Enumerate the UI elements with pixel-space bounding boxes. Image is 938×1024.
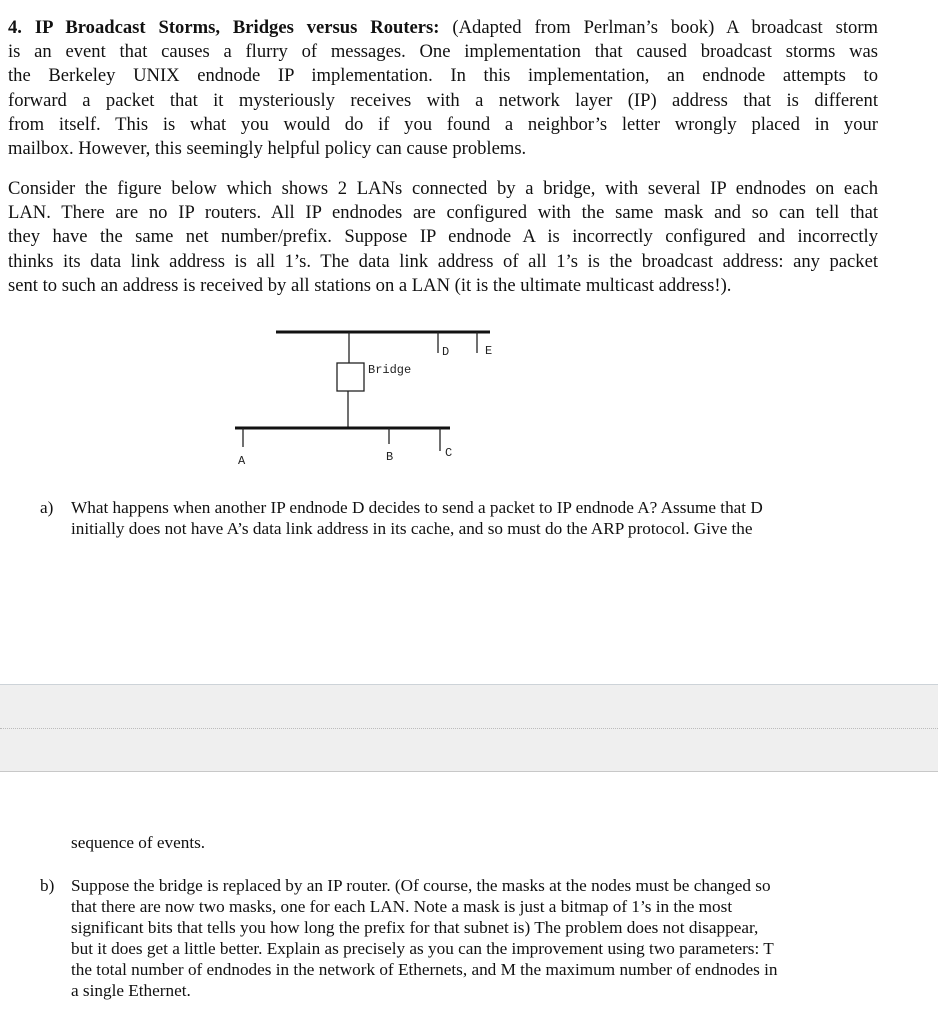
paragraph-line: LAN. There are no IP routers. All IP endnodes are configured with the same mask and so can tell that bbox=[8, 202, 878, 224]
network-diagram bbox=[220, 320, 540, 470]
node-c-label: C bbox=[445, 446, 453, 460]
paragraph-line: thinks its data link address is all 1’s. The data link address of all 1’s is the broadcast address: any packet bbox=[8, 250, 878, 272]
node-b-label: B bbox=[386, 450, 394, 464]
node-e-label: E bbox=[485, 344, 493, 358]
problem-setup-paragraph bbox=[8, 177, 878, 298]
paragraph-line: is an event that causes a flurry of messages. One implementation that caused broadcast storms was bbox=[8, 41, 878, 63]
paragraph-line: sent to such an address is received by all stations on a LAN (it is the ultimate multicast address!). bbox=[8, 274, 732, 296]
question-line: significant bits that tells you how long the prefix for that subnet is) The problem does not disappear, bbox=[71, 918, 759, 937]
question-label: b) bbox=[40, 876, 55, 895]
question-line: initially does not have A’s data link address in its cache, and so must do the ARP protocol. Give the bbox=[71, 519, 753, 538]
bridge-box bbox=[337, 363, 364, 391]
bridge-label: Bridge bbox=[368, 363, 412, 377]
problem-intro-paragraph bbox=[8, 16, 878, 161]
paragraph-line: Consider the figure below which shows 2 LANs connected by a bridge, with several IP endnodes on each bbox=[8, 178, 878, 199]
question-a-continuation: sequence of events. bbox=[71, 833, 206, 852]
paragraph-line: from itself. This is what you would do if you found a neighbor’s letter wrongly placed in your bbox=[8, 113, 878, 135]
question-line: a single Ethernet. bbox=[71, 981, 191, 1000]
paragraph-line: the Berkeley UNIX endnode IP implementation. In this implementation, an endnode attempts to bbox=[8, 65, 878, 87]
question-b bbox=[40, 875, 890, 1001]
node-d-label: D bbox=[442, 345, 450, 359]
question-line: Suppose the bridge is replaced by an IP router. (Of course, the masks at the nodes must be changed so bbox=[71, 876, 771, 895]
page-break-band bbox=[0, 684, 938, 772]
page-break-divider bbox=[0, 728, 938, 729]
paragraph-line: forward a packet that it mysteriously receives with a network layer (IP) address that is different bbox=[8, 89, 878, 111]
paragraph-line: 4. IP Broadcast Storms, Bridges versus Routers: (Adapted from Perlman’s book) A broadcast storm bbox=[8, 17, 878, 38]
node-a-label: A bbox=[238, 454, 246, 468]
question-line: that there are now two masks, one for each LAN. Note a mask is just a bitmap of 1’s in the most bbox=[71, 897, 733, 916]
paragraph-line: they have the same net number/prefix. Suppose IP endnode A is incorrectly configured and incorrectly bbox=[8, 226, 878, 248]
question-a bbox=[40, 497, 890, 539]
question-label: a) bbox=[40, 498, 54, 517]
question-line: What happens when another IP endnode D decides to send a packet to IP endnode A? Assume that D bbox=[71, 498, 763, 517]
problem-heading: 4. IP Broadcast Storms, Bridges versus Routers: bbox=[8, 17, 440, 38]
question-line: the total number of endnodes in the network of Ethernets, and M the maximum number of endnodes in bbox=[71, 960, 778, 979]
paragraph-line: mailbox. However, this seemingly helpful policy can cause problems. bbox=[8, 138, 527, 160]
question-line: but it does get a little better. Explain as precisely as you can the improvement using two parameters: T bbox=[71, 939, 774, 958]
